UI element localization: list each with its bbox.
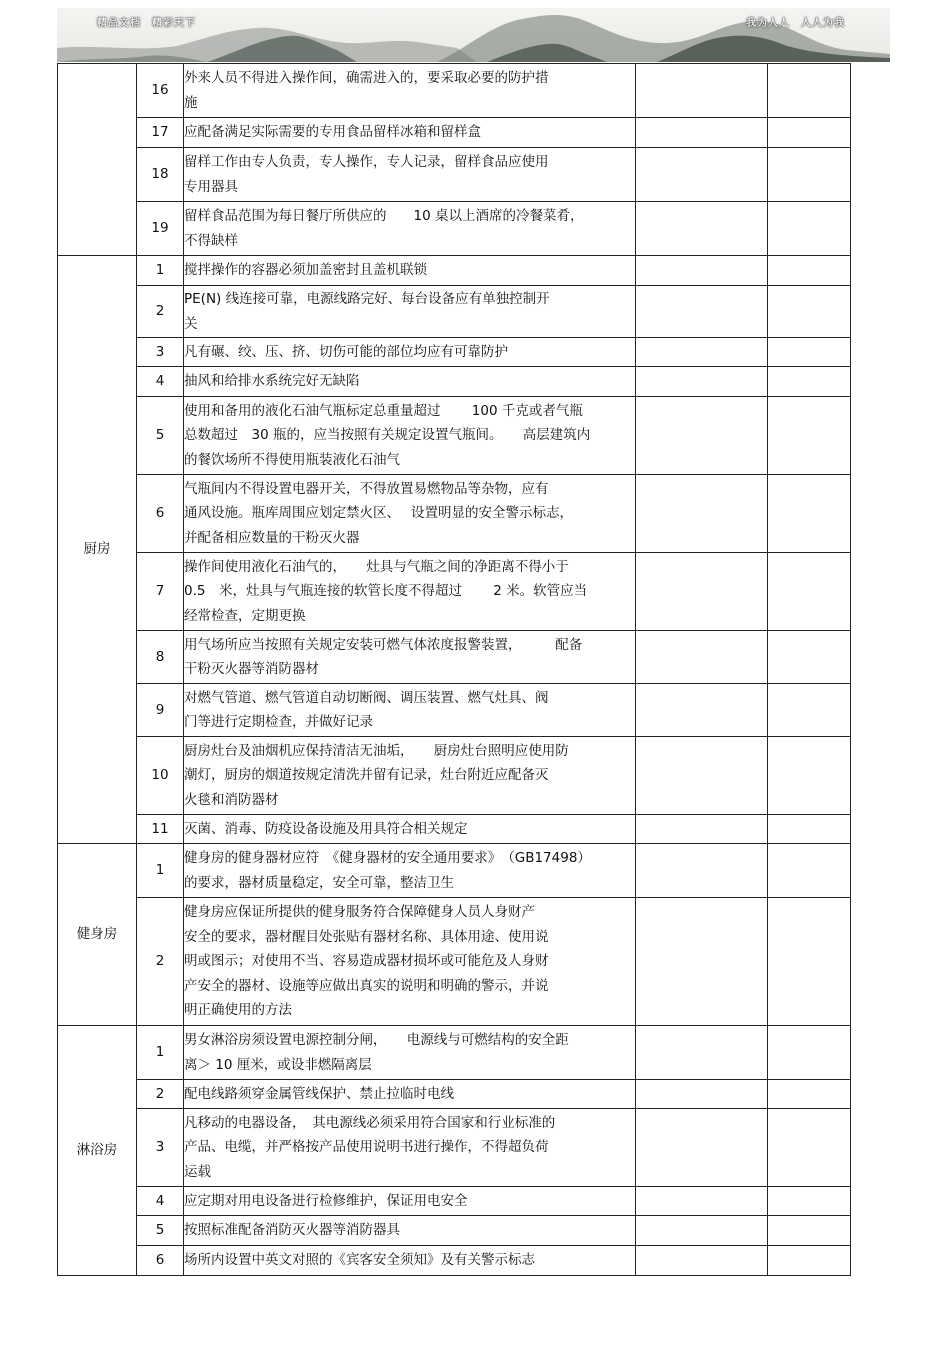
result-cell xyxy=(636,1026,768,1080)
result-cell xyxy=(636,844,768,898)
result-cell xyxy=(636,367,768,397)
table-row xyxy=(58,631,851,684)
result-cell xyxy=(636,148,768,202)
table-row xyxy=(58,475,851,553)
item-text: 留样食品范围为每日餐厅所供应的 10 桌以上酒席的冷餐菜肴， 不得缺样 xyxy=(184,202,636,256)
item-number: 5 xyxy=(137,397,184,475)
remark-cell xyxy=(768,844,851,898)
table-row xyxy=(58,1109,851,1187)
item-text: 健身房应保证所提供的健身服务符合保障健身人员人身财产 安全的要求，器材醒目处张贴有器材名称、具体用途、使用说 明或图示；对使用不当、容易造成器材损坏或可能危及人身财 产安全的器材、设施等应做出真实的说明和明确的警示，并说 明正确使用的方法 xyxy=(184,898,636,1026)
remark-cell xyxy=(768,815,851,844)
result-cell xyxy=(636,256,768,286)
item-text: 留样工作由专人负责，专人操作，专人记录，留样食品应使用 专用器具 xyxy=(184,148,636,202)
item-text: 凡有碾、绞、压、挤、切伤可能的部位均应有可靠防护 xyxy=(184,338,636,367)
result-cell xyxy=(636,118,768,148)
item-number: 10 xyxy=(137,737,184,815)
item-text: 男女淋浴房须设置电源控制分闸， 电源线与可燃结构的安全距 离＞ 10 厘米，或设非燃隔离层 xyxy=(184,1026,636,1080)
item-number: 5 xyxy=(137,1216,184,1246)
item-text: 对燃气管道、燃气管道自动切断阀、调压装置、燃气灶具、阀 门等进行定期检查，并做好记录 xyxy=(184,684,636,737)
item-number: 2 xyxy=(137,286,184,338)
result-cell xyxy=(636,815,768,844)
item-number: 2 xyxy=(137,1080,184,1109)
remark-cell xyxy=(768,148,851,202)
item-text: 应定期对用电设备进行检修维护，保证用电安全 xyxy=(184,1187,636,1216)
item-number: 1 xyxy=(137,844,184,898)
result-cell xyxy=(636,1246,768,1276)
category-cell: 健身房 xyxy=(58,844,137,1026)
item-text: 健身房的健身器材应符 《健身器材的安全通用要求》 （GB17498） 的要求，器材质量稳定，安全可靠，整洁卫生 xyxy=(184,844,636,898)
table-row xyxy=(58,148,851,202)
item-text: 用气场所应当按照有关规定安装可燃气体浓度报警装置， 配备 干粉灭火器等消防器材 xyxy=(184,631,636,684)
table-row xyxy=(58,397,851,475)
item-text: 灭菌、消毒、防疫设备设施及用具符合相关规定 xyxy=(184,815,636,844)
item-number: 6 xyxy=(137,1246,184,1276)
item-text: 操作间使用液化石油气的， 灶具与气瓶之间的净距离不得小于 0.5 米，灶具与气瓶连接的软管长度不得超过 2 米。软管应当 经常检查，定期更换 xyxy=(184,553,636,631)
item-number: 19 xyxy=(137,202,184,256)
item-number: 16 xyxy=(137,64,184,118)
remark-cell xyxy=(768,64,851,118)
table-row xyxy=(58,286,851,338)
header-left-text: 精品文档 精彩天下 xyxy=(97,18,196,29)
item-number: 3 xyxy=(137,338,184,367)
result-cell xyxy=(636,553,768,631)
item-number: 2 xyxy=(137,898,184,1026)
table-row xyxy=(58,64,851,118)
result-cell xyxy=(636,338,768,367)
item-text: 气瓶间内不得设置电器开关，不得放置易燃物品等杂物，应有 通风设施。瓶库周围应划定禁火区、 设置明显的安全警示标志， 并配备相应数量的干粉灭火器 xyxy=(184,475,636,553)
table-row xyxy=(58,118,851,148)
remark-cell xyxy=(768,1080,851,1109)
result-cell xyxy=(636,898,768,1026)
item-number: 9 xyxy=(137,684,184,737)
result-cell xyxy=(636,286,768,338)
table-row xyxy=(58,1187,851,1216)
remark-cell xyxy=(768,256,851,286)
remark-cell xyxy=(768,286,851,338)
item-text: 抽风和给排水系统完好无缺陷 xyxy=(184,367,636,397)
remark-cell xyxy=(768,1026,851,1080)
result-cell xyxy=(636,397,768,475)
remark-cell xyxy=(768,475,851,553)
result-cell xyxy=(636,1109,768,1187)
item-text: 搅拌操作的容器必须加盖密封且盖机联锁 xyxy=(184,256,636,286)
table-row xyxy=(58,553,851,631)
remark-cell xyxy=(768,553,851,631)
item-number: 8 xyxy=(137,631,184,684)
item-text: 按照标准配备消防灭火器等消防器具 xyxy=(184,1216,636,1246)
table-row xyxy=(58,256,851,286)
item-text: 凡移动的电器设备， 其电源线必须采用符合国家和行业标准的 产品、电缆，并严格按产品使用说明书进行操作，不得超负荷 运载 xyxy=(184,1109,636,1187)
result-cell xyxy=(636,1187,768,1216)
result-cell xyxy=(636,202,768,256)
remark-cell xyxy=(768,118,851,148)
category-cell xyxy=(58,64,137,256)
table-row xyxy=(58,815,851,844)
header-right-text: 我为人人 人人为我 xyxy=(746,18,845,29)
safety-checklist-table xyxy=(57,63,851,1276)
item-number: 4 xyxy=(137,1187,184,1216)
category-cell: 淋浴房 xyxy=(58,1026,137,1276)
table-row xyxy=(58,1216,851,1246)
remark-cell xyxy=(768,898,851,1026)
category-cell: 厨房 xyxy=(58,256,137,844)
result-cell xyxy=(636,475,768,553)
table-row xyxy=(58,737,851,815)
item-text: 使用和备用的液化石油气瓶标定总重量超过 100 千克或者气瓶 总数超过 30 瓶的，应当按照有关规定设置气瓶间。 高层建筑内 的餐饮场所不得使用瓶装液化石油气 xyxy=(184,397,636,475)
item-number: 1 xyxy=(137,1026,184,1080)
item-number: 3 xyxy=(137,1109,184,1187)
table-row xyxy=(58,1080,851,1109)
remark-cell xyxy=(768,338,851,367)
item-text: 配电线路须穿金属管线保护、禁止拉临时电线 xyxy=(184,1080,636,1109)
item-number: 1 xyxy=(137,256,184,286)
remark-cell xyxy=(768,1216,851,1246)
result-cell xyxy=(636,737,768,815)
result-cell xyxy=(636,64,768,118)
item-number: 18 xyxy=(137,148,184,202)
remark-cell xyxy=(768,1187,851,1216)
remark-cell xyxy=(768,1246,851,1276)
table-row xyxy=(58,202,851,256)
table-row xyxy=(58,898,851,1026)
remark-cell xyxy=(768,397,851,475)
table-row xyxy=(58,338,851,367)
table-row xyxy=(58,1026,851,1080)
remark-cell xyxy=(768,1109,851,1187)
remark-cell xyxy=(768,631,851,684)
item-number: 11 xyxy=(137,815,184,844)
table-row xyxy=(58,367,851,397)
item-number: 7 xyxy=(137,553,184,631)
table-row xyxy=(58,1246,851,1276)
item-text: PE(N) 线连接可靠，电源线路完好、每台设备应有单独控制开 关 xyxy=(184,286,636,338)
remark-cell xyxy=(768,367,851,397)
result-cell xyxy=(636,1216,768,1246)
result-cell xyxy=(636,684,768,737)
result-cell xyxy=(636,1080,768,1109)
table-row xyxy=(58,684,851,737)
table-row xyxy=(58,844,851,898)
result-cell xyxy=(636,631,768,684)
remark-cell xyxy=(768,202,851,256)
item-text: 应配备满足实际需要的专用食品留样冰箱和留样盒 xyxy=(184,118,636,148)
remark-cell xyxy=(768,737,851,815)
item-text: 场所内设置中英文对照的《宾客安全须知》及有关警示标志 xyxy=(184,1246,636,1276)
header-banner xyxy=(57,8,890,62)
item-number: 6 xyxy=(137,475,184,553)
item-number: 4 xyxy=(137,367,184,397)
item-number: 17 xyxy=(137,118,184,148)
item-text: 外来人员不得进入操作间，确需进入的，要采取必要的防护措 施 xyxy=(184,64,636,118)
remark-cell xyxy=(768,684,851,737)
item-text: 厨房灶台及油烟机应保持清洁无油垢， 厨房灶台照明应使用防 潮灯，厨房的烟道按规定清洗并留有记录，灶台附近应配备灭 火毯和消防器材 xyxy=(184,737,636,815)
